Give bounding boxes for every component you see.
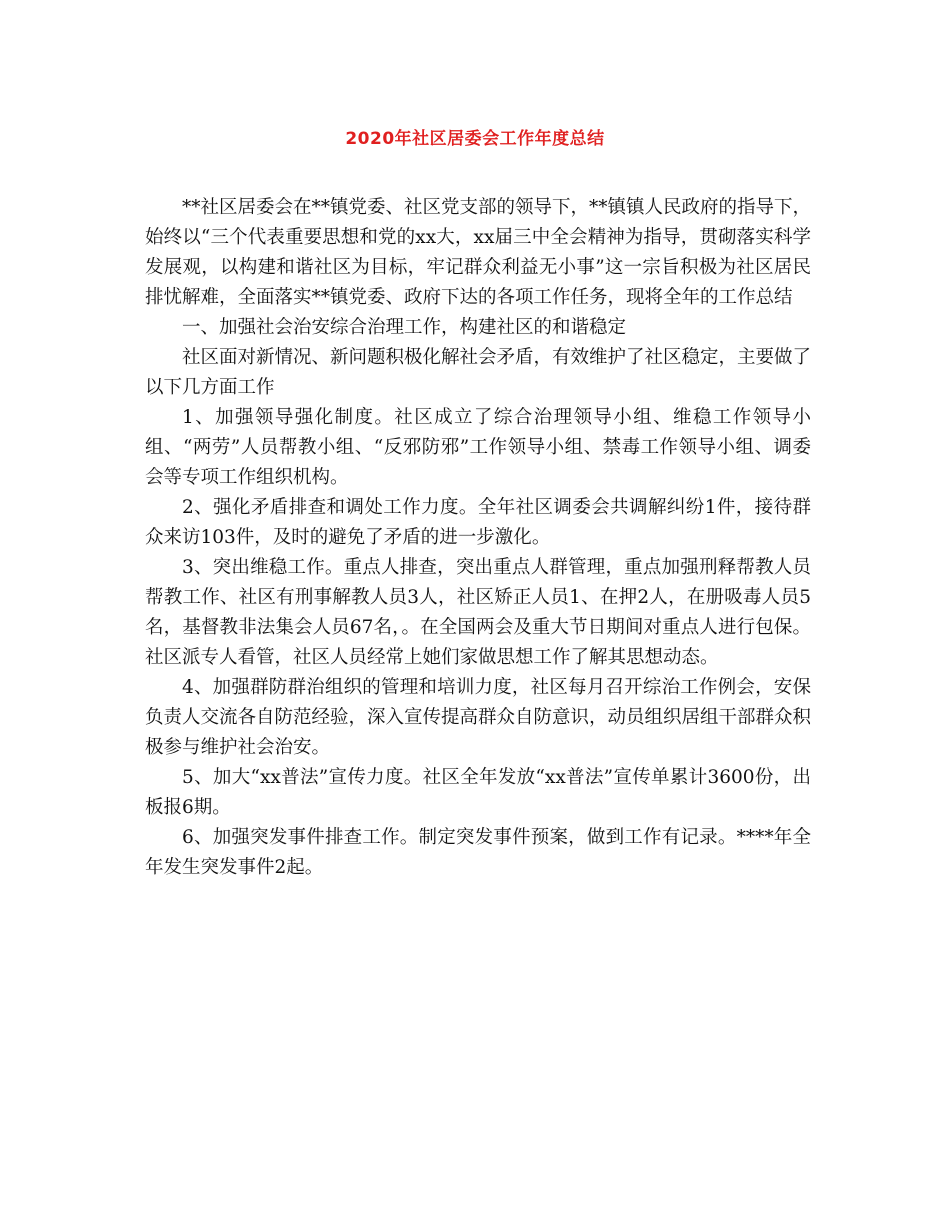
- list-item-4: 4、加强群防群治组织的管理和培训力度，社区每月召开综治工作例会，安保负责人交流各自防范经验，深入宣传提高群众自防意识，动员组织居组干部群众积极参与维护社会治安。: [145, 677, 812, 758]
- document-body: [145, 193, 811, 883]
- section-heading-1: 一、加强社会治安综合治理工作，构建社区的和谐稳定: [182, 317, 627, 338]
- document-title: 2020年社区居委会工作年度总结: [345, 129, 605, 149]
- list-item-3: 3、突出维稳工作。重点人排查，突出重点人群管理，重点加强刑释帮教人员帮教工作、社区有刑事解教人员3人，社区矫正人员1、在押2人，在册吸毒人员5名，基督教非法集会人员67名，。在全国两会及重大节日期间对重点人进行包保。社区派专人看管，社区人员经常上她们家做思想工作了解其思想动态。: [145, 557, 811, 668]
- list-item-2: 2、强化矛盾排查和调处工作力度。全年社区调委会共调解纠纷1件，接待群众来访103件，及时的避免了矛盾的进一步激化。: [145, 497, 811, 548]
- paragraph-intro: **社区居委会在**镇党委、社区党支部的领导下，**镇镇人民政府的指导下，始终以“三个代表重要思想和党的xx大，xx届三中全会精神为指导，贯砌落实科学发展观，以构建和谐社区为目标，牢记群众利益无小事”这一宗旨积极为社区居民排忧解难，全面落实**镇党委、政府下达的各项工作任务，现将全年的工作总结: [145, 197, 812, 308]
- list-item-6: 6、加强突发事件排查工作。制定突发事件预案，做到工作有记录。****年全年发生突发事件2起。: [145, 827, 811, 878]
- list-item-1: 1、加强领导强化制度。社区成立了综合治理领导小组、维稳工作领导小组、“两劳”人员帮教小组、“反邪防邪”工作领导小组、禁毒工作领导小组、调委会等专项工作组织机构。: [145, 407, 811, 488]
- paragraph-overview: 社区面对新情况、新问题积极化解社会矛盾，有效维护了社区稳定，主要做了以下几方面工作: [145, 347, 812, 398]
- list-item-5: 5、加大“xx普法”宣传力度。社区全年发放“xx普法”宣传单累计3600份，出板报6期。: [145, 767, 811, 818]
